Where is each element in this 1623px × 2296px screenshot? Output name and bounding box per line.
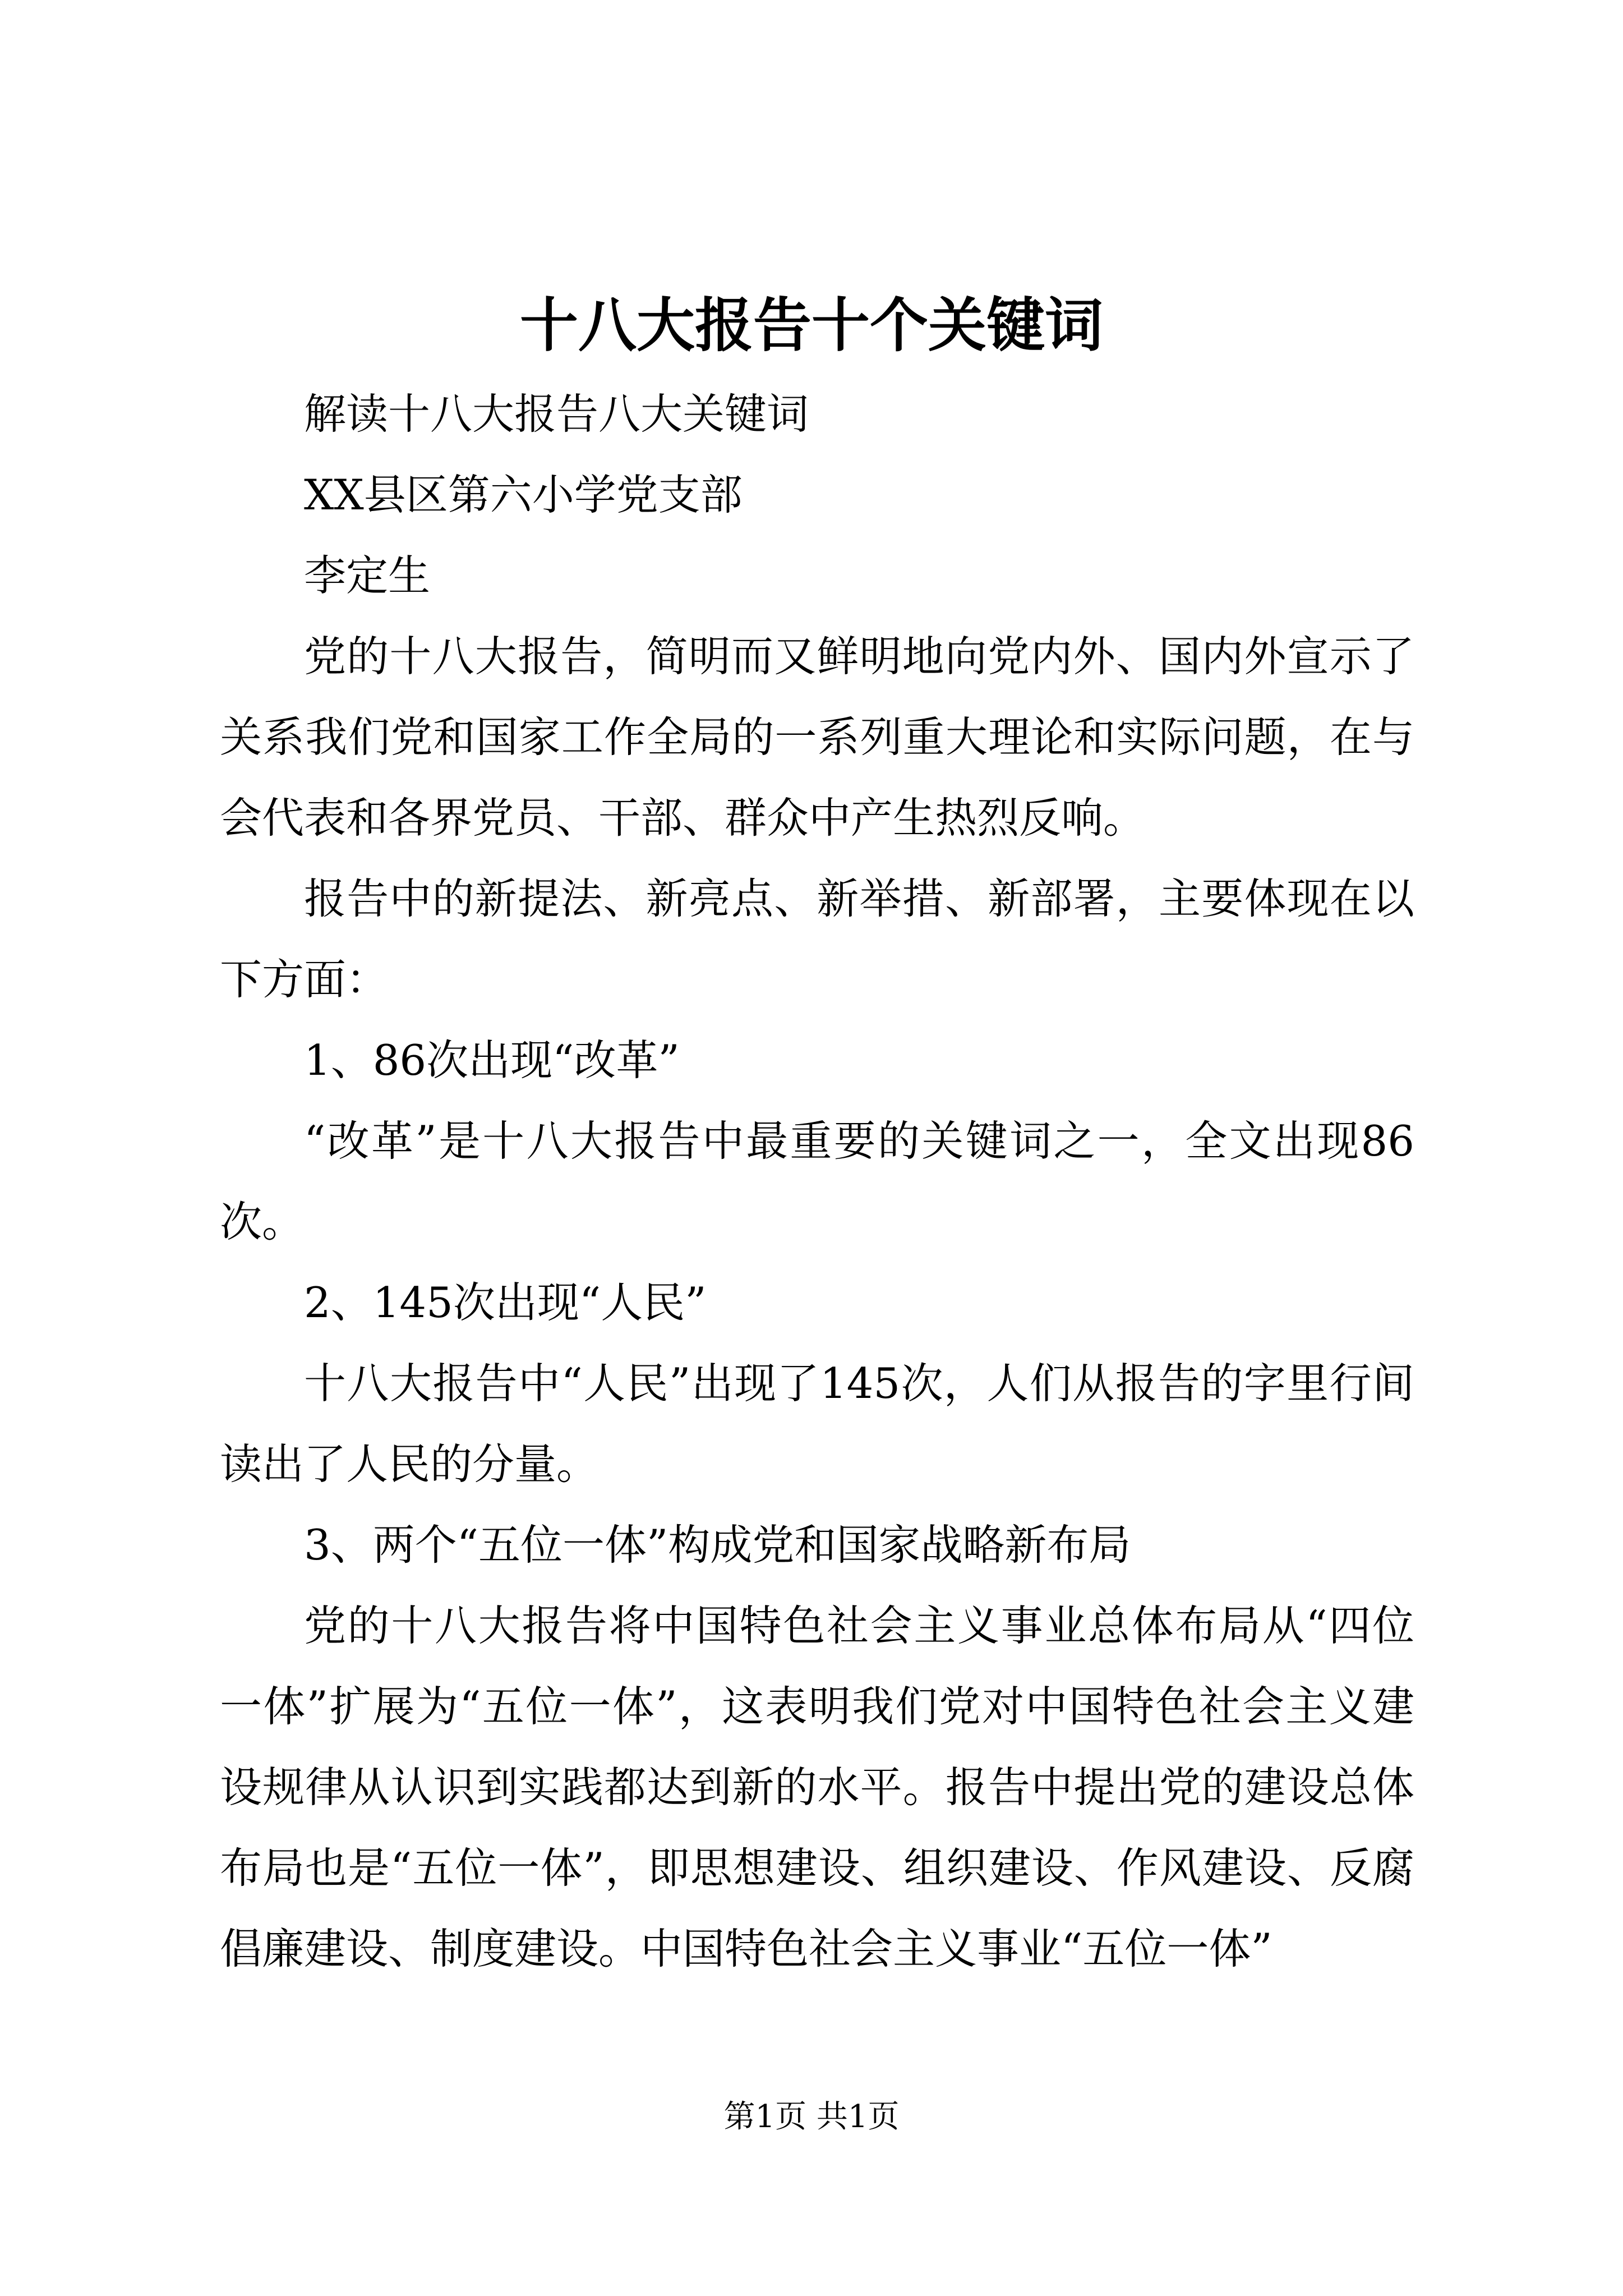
paragraph-overview: 报告中的新提法、新亮点、新举措、新部署，主要体现在以下方面：: [220, 874, 1414, 1004]
document-body: [220, 374, 1414, 1989]
paragraph-organization: XX县区第六小学党支部: [304, 470, 743, 519]
page-footer: 第1页 共1页: [723, 2099, 900, 2135]
paragraph-keyword-1: “改革”是十八大报告中最重要的关键词之一，全文出现86次。: [220, 1116, 1414, 1246]
paragraph-subtitle: 解读十八大报告八大关键词: [304, 389, 809, 439]
paragraph-keyword-3: 党的十八大报告将中国特色社会主义事业总体布局从“四位一体”扩展为“五位一体”，这表明我们党对中国特色社会主义建设规律从认识到实践都达到新的水平。报告中提出党的建设总体布局也是“五位一体”，即思想建设、组织建设、作风建设、反腐倡廉建设、制度建设。中国特色社会主义事业“五位一体”: [220, 1601, 1414, 1973]
heading-keyword-1: 1、86次出现“改革”: [304, 1036, 680, 1085]
paragraph-intro: 党的十八大报告，简明而又鲜明地向党内外、国内外宣示了关系我们党和国家工作全局的一系列重大理论和实际问题，在与会代表和各界党员、干部、群众中产生热烈反响。: [220, 632, 1414, 843]
heading-keyword-3: 3、两个“五位一体”构成党和国家战略新布局: [304, 1520, 1131, 1570]
heading-keyword-2: 2、145次出现“人民”: [304, 1278, 707, 1327]
paragraph-author: 李定生: [304, 551, 431, 600]
paragraph-keyword-2: 十八大报告中“人民”出现了145次，人们从报告的字里行间读出了人民的分量。: [220, 1359, 1414, 1489]
document-title: 十八大报告十个关键词: [519, 291, 1103, 360]
